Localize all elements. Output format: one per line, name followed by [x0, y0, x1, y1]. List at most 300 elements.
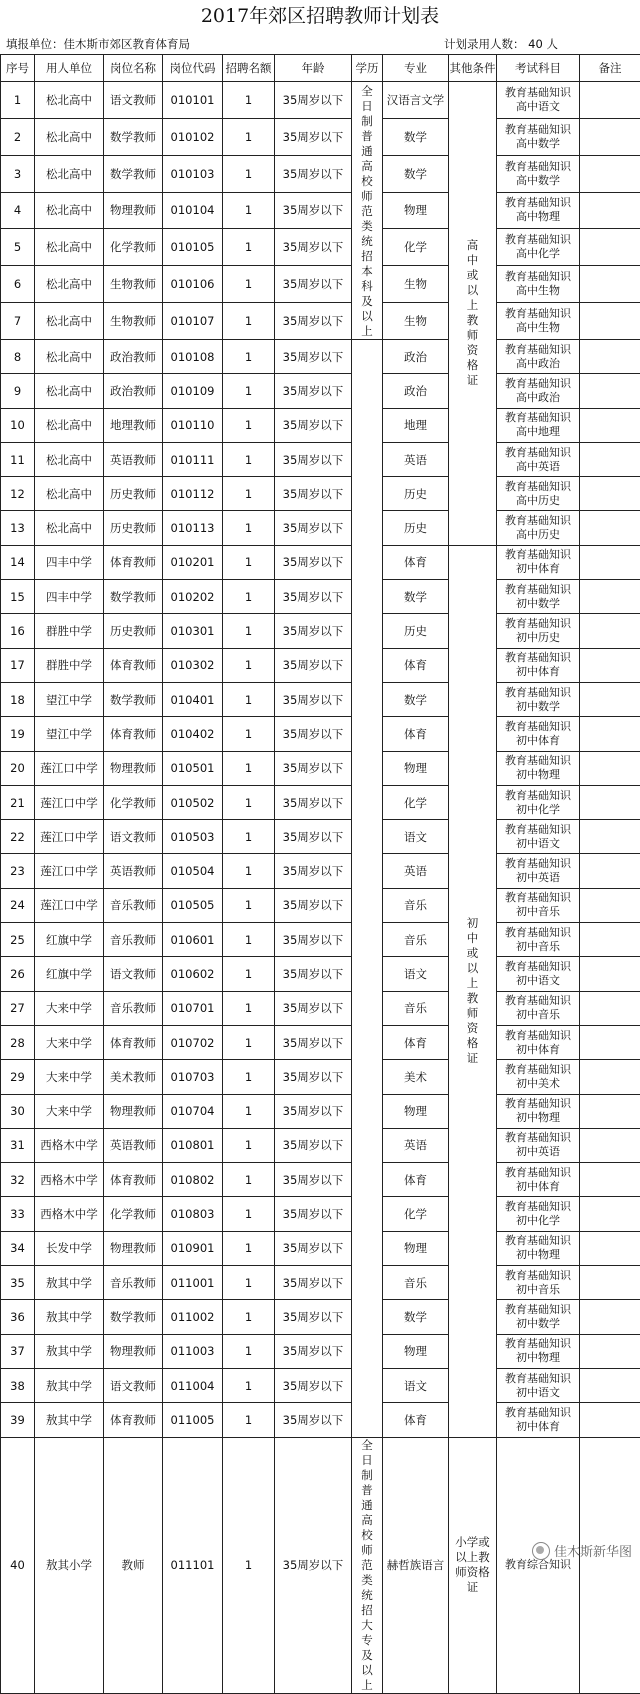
- post-name-cell: 教师: [104, 1437, 163, 1693]
- post-name-cell: 数学教师: [104, 155, 163, 192]
- exam-subject-cell: [497, 854, 580, 888]
- row-number: 3: [1, 155, 35, 192]
- exam-line-2: 初中音乐: [497, 1283, 579, 1297]
- condition-cell: [449, 1437, 497, 1693]
- table-row: [1, 580, 640, 614]
- exam-line-2: 初中历史: [497, 631, 579, 645]
- row-number: 20: [1, 751, 35, 785]
- exam-line-2: 高中政治: [497, 357, 579, 371]
- quota-cell: 1: [223, 266, 275, 303]
- quota-cell: 1: [223, 1437, 275, 1693]
- major-cell: 政治: [383, 374, 449, 408]
- quota-cell: 1: [223, 374, 275, 408]
- major-cell: 物理: [383, 192, 449, 229]
- table-row: [1, 888, 640, 922]
- exam-line-2: 高中数学: [497, 137, 579, 151]
- age-cell: 35周岁以下: [275, 1094, 352, 1128]
- employer-cell: 莲江口中学: [35, 854, 104, 888]
- exam-line-2: 初中物理: [497, 768, 579, 782]
- exam-line-1: 教育基础知识: [497, 1234, 579, 1248]
- exam-subject-cell: [497, 648, 580, 682]
- table-row: [1, 192, 640, 229]
- header-cell: 序号: [1, 55, 35, 82]
- major-cell: 数学: [383, 682, 449, 716]
- education-cell: [352, 1437, 383, 1693]
- major-cell: 数学: [383, 155, 449, 192]
- exam-subject-cell: [497, 923, 580, 957]
- quota-cell: 1: [223, 442, 275, 476]
- post-code-cell: 010302: [163, 648, 223, 682]
- age-cell: 35周岁以下: [275, 614, 352, 648]
- education-cell: [352, 340, 383, 1438]
- exam-subject-cell: [497, 1403, 580, 1437]
- employer-cell: 四丰中学: [35, 545, 104, 579]
- age-cell: 35周岁以下: [275, 155, 352, 192]
- exam-line-1: 教育基础知识: [497, 994, 579, 1008]
- exam-line-1: 教育基础知识: [497, 270, 579, 284]
- table-row: [1, 1403, 640, 1437]
- exam-line-1: 教育基础知识: [497, 548, 579, 562]
- table-row: [1, 1197, 640, 1231]
- exam-line-2: 初中英语: [497, 871, 579, 885]
- post-code-cell: 010704: [163, 1094, 223, 1128]
- exam-subject-cell: [497, 374, 580, 408]
- remarks-cell: [580, 374, 640, 408]
- table-row: [1, 155, 640, 192]
- row-number: 4: [1, 192, 35, 229]
- exam-subject-cell: [497, 785, 580, 819]
- post-name-cell: 英语教师: [104, 854, 163, 888]
- exam-line-1: 教育基础知识: [497, 160, 579, 174]
- post-name-cell: 数学教师: [104, 682, 163, 716]
- table-row: [1, 1060, 640, 1094]
- major-cell: 化学: [383, 1197, 449, 1231]
- remarks-cell: [580, 682, 640, 716]
- exam-line-1: 教育基础知识: [497, 86, 579, 100]
- exam-line-1: 教育基础知识: [497, 1406, 579, 1420]
- post-name-cell: 物理教师: [104, 1094, 163, 1128]
- exam-subject-cell: [497, 957, 580, 991]
- post-code-cell: 010504: [163, 854, 223, 888]
- remarks-cell: [580, 1231, 640, 1265]
- exam-line-2: 高中历史: [497, 528, 579, 542]
- post-code-cell: 010108: [163, 340, 223, 374]
- header-cell: 岗位代码: [163, 55, 223, 82]
- age-cell: 35周岁以下: [275, 785, 352, 819]
- quota-cell: 1: [223, 82, 275, 119]
- age-cell: 35周岁以下: [275, 1060, 352, 1094]
- table-row: [1, 545, 640, 579]
- quota-cell: 1: [223, 118, 275, 155]
- header-cell: 年龄: [275, 55, 352, 82]
- age-cell: 35周岁以下: [275, 408, 352, 442]
- quota-cell: 1: [223, 923, 275, 957]
- condition-text: 高中或以上教师资格证: [467, 238, 479, 388]
- row-number: 18: [1, 682, 35, 716]
- post-code-cell: 011001: [163, 1266, 223, 1300]
- exam-subject-cell: [497, 82, 580, 119]
- exam-line-1: 教育基础知识: [497, 233, 579, 247]
- exam-line-2: 初中数学: [497, 597, 579, 611]
- exam-subject-cell: [497, 1437, 580, 1693]
- post-name-cell: 语文教师: [104, 1368, 163, 1402]
- quota-cell: 1: [223, 229, 275, 266]
- age-cell: 35周岁以下: [275, 1334, 352, 1368]
- employer-cell: 松北高中: [35, 82, 104, 119]
- exam-line-1: 教育基础知识: [497, 823, 579, 837]
- quota-cell: 1: [223, 957, 275, 991]
- row-number: 26: [1, 957, 35, 991]
- post-name-cell: 体育教师: [104, 648, 163, 682]
- remarks-cell: [580, 888, 640, 922]
- reporting-unit: 填报单位：佳木斯市郊区教育体育局: [6, 36, 190, 52]
- table-row: [1, 854, 640, 888]
- age-cell: 35周岁以下: [275, 1437, 352, 1693]
- remarks-cell: [580, 580, 640, 614]
- exam-line-1: 教育基础知识: [497, 1200, 579, 1214]
- exam-line-1: 教育基础知识: [497, 789, 579, 803]
- table-row: [1, 442, 640, 476]
- employer-cell: 群胜中学: [35, 648, 104, 682]
- table-row: [1, 957, 640, 991]
- post-name-cell: 历史教师: [104, 511, 163, 545]
- age-cell: 35周岁以下: [275, 1231, 352, 1265]
- employer-cell: 莲江口中学: [35, 751, 104, 785]
- row-number: 19: [1, 717, 35, 751]
- post-name-cell: 物理教师: [104, 1231, 163, 1265]
- exam-subject-cell: [497, 192, 580, 229]
- post-code-cell: 010501: [163, 751, 223, 785]
- post-name-cell: 生物教师: [104, 266, 163, 303]
- remarks-cell: [580, 820, 640, 854]
- remarks-cell: [580, 751, 640, 785]
- table-row: [1, 648, 640, 682]
- age-cell: 35周岁以下: [275, 854, 352, 888]
- employer-cell: 松北高中: [35, 266, 104, 303]
- row-number: 34: [1, 1231, 35, 1265]
- major-cell: 体育: [383, 648, 449, 682]
- remarks-cell: [580, 614, 640, 648]
- major-cell: 美术: [383, 1060, 449, 1094]
- post-code-cell: 010803: [163, 1197, 223, 1231]
- exam-subject-cell: [497, 1197, 580, 1231]
- table-row: [1, 511, 640, 545]
- post-name-cell: 化学教师: [104, 1197, 163, 1231]
- exam-subject-cell: [497, 1300, 580, 1334]
- employer-cell: 望江中学: [35, 717, 104, 751]
- row-number: 8: [1, 340, 35, 374]
- exam-subject-cell: [497, 1094, 580, 1128]
- age-cell: 35周岁以下: [275, 340, 352, 374]
- remarks-cell: [580, 1403, 640, 1437]
- exam-line-2: 初中音乐: [497, 905, 579, 919]
- row-number: 33: [1, 1197, 35, 1231]
- major-cell: 音乐: [383, 888, 449, 922]
- exam-subject-cell: [497, 717, 580, 751]
- employer-cell: 大来中学: [35, 1094, 104, 1128]
- table-row: [1, 820, 640, 854]
- employer-cell: 敖其小学: [35, 1437, 104, 1693]
- age-cell: 35周岁以下: [275, 580, 352, 614]
- post-code-cell: 010201: [163, 545, 223, 579]
- education-cell: [352, 82, 383, 340]
- quota-cell: 1: [223, 477, 275, 511]
- exam-subject-cell: [497, 545, 580, 579]
- age-cell: 35周岁以下: [275, 82, 352, 119]
- exam-line-2: 初中音乐: [497, 940, 579, 954]
- exam-line-2: 初中语文: [497, 974, 579, 988]
- major-cell: 语文: [383, 957, 449, 991]
- remarks-cell: [580, 991, 640, 1025]
- remarks-cell: [580, 118, 640, 155]
- employer-cell: 西格木中学: [35, 1163, 104, 1197]
- remarks-cell: [580, 1060, 640, 1094]
- exam-line-2: 初中体育: [497, 1420, 579, 1434]
- major-cell: 音乐: [383, 1266, 449, 1300]
- employer-cell: 松北高中: [35, 192, 104, 229]
- remarks-cell: [580, 1334, 640, 1368]
- exam-line-1: 教育基础知识: [497, 891, 579, 905]
- exam-line-2: 初中数学: [497, 1317, 579, 1331]
- row-number: 36: [1, 1300, 35, 1334]
- table-row: [1, 1300, 640, 1334]
- exam-line-1: 教育基础知识: [497, 377, 579, 391]
- employer-cell: 敖其中学: [35, 1334, 104, 1368]
- exam-line-1: 教育基础知识: [497, 686, 579, 700]
- table-row: [1, 1266, 640, 1300]
- post-code-cell: 010502: [163, 785, 223, 819]
- age-cell: 35周岁以下: [275, 1025, 352, 1059]
- row-number: 25: [1, 923, 35, 957]
- remarks-cell: [580, 923, 640, 957]
- exam-line-1: 教育基础知识: [497, 480, 579, 494]
- employer-cell: 大来中学: [35, 1060, 104, 1094]
- table-row: [1, 991, 640, 1025]
- row-number: 21: [1, 785, 35, 819]
- employer-cell: 西格木中学: [35, 1128, 104, 1162]
- post-code-cell: 010505: [163, 888, 223, 922]
- quota-cell: 1: [223, 1094, 275, 1128]
- row-number: 13: [1, 511, 35, 545]
- post-name-cell: 地理教师: [104, 408, 163, 442]
- exam-subject-cell: [497, 1266, 580, 1300]
- post-code-cell: 010111: [163, 442, 223, 476]
- post-name-cell: 美术教师: [104, 1060, 163, 1094]
- remarks-cell: [580, 1025, 640, 1059]
- remarks-cell: [580, 1163, 640, 1197]
- employer-cell: 敖其中学: [35, 1368, 104, 1402]
- table-row: [1, 477, 640, 511]
- exam-line-2: 高中语文: [497, 100, 579, 114]
- quota-cell: 1: [223, 1025, 275, 1059]
- condition-text: 小学或以上教师资格证: [455, 1535, 491, 1595]
- exam-line-2: 初中语文: [497, 1386, 579, 1400]
- post-name-cell: 体育教师: [104, 545, 163, 579]
- quota-cell: 1: [223, 717, 275, 751]
- major-cell: 物理: [383, 1094, 449, 1128]
- table-row: [1, 374, 640, 408]
- header-cell: 学历: [352, 55, 383, 82]
- row-number: 15: [1, 580, 35, 614]
- table-row: [1, 682, 640, 716]
- age-cell: 35周岁以下: [275, 888, 352, 922]
- post-code-cell: 010101: [163, 82, 223, 119]
- table-row: [1, 1437, 640, 1693]
- row-number: 6: [1, 266, 35, 303]
- employer-cell: 松北高中: [35, 303, 104, 340]
- post-name-cell: 音乐教师: [104, 991, 163, 1025]
- employer-cell: 松北高中: [35, 442, 104, 476]
- row-number: 5: [1, 229, 35, 266]
- watermark: [532, 1541, 632, 1560]
- row-number: 22: [1, 820, 35, 854]
- exam-line-1: 教育基础知识: [497, 343, 579, 357]
- post-code-cell: 011101: [163, 1437, 223, 1693]
- table-row: [1, 340, 640, 374]
- watermark-text: 佳木斯新华图: [554, 1541, 632, 1560]
- post-code-cell: 010106: [163, 266, 223, 303]
- major-cell: 英语: [383, 1128, 449, 1162]
- table-row: [1, 717, 640, 751]
- exam-line-2: 高中数学: [497, 174, 579, 188]
- row-number: 23: [1, 854, 35, 888]
- age-cell: 35周岁以下: [275, 1403, 352, 1437]
- quota-cell: 1: [223, 1060, 275, 1094]
- post-code-cell: 010503: [163, 820, 223, 854]
- major-cell: 物理: [383, 1334, 449, 1368]
- employer-cell: 红旗中学: [35, 923, 104, 957]
- row-number: 2: [1, 118, 35, 155]
- post-code-cell: 010112: [163, 477, 223, 511]
- table-row: [1, 1128, 640, 1162]
- post-code-cell: 010703: [163, 1060, 223, 1094]
- age-cell: 35周岁以下: [275, 1300, 352, 1334]
- major-cell: 数学: [383, 580, 449, 614]
- exam-line-2: 初中体育: [497, 1180, 579, 1194]
- employer-cell: 群胜中学: [35, 614, 104, 648]
- post-code-cell: 010110: [163, 408, 223, 442]
- remarks-cell: [580, 785, 640, 819]
- exam-line-1: 教育基础知识: [497, 1097, 579, 1111]
- exam-subject-cell: [497, 1025, 580, 1059]
- header-cell: 其他条件: [449, 55, 497, 82]
- exam-line-2: 初中数学: [497, 700, 579, 714]
- post-name-cell: 化学教师: [104, 785, 163, 819]
- exam-line-2: 高中地理: [497, 425, 579, 439]
- quota-cell: 1: [223, 614, 275, 648]
- major-cell: 汉语言文学: [383, 82, 449, 119]
- exam-line-1: 教育基础知识: [497, 1063, 579, 1077]
- quota-cell: 1: [223, 854, 275, 888]
- post-code-cell: 010109: [163, 374, 223, 408]
- row-number: 40: [1, 1437, 35, 1693]
- exam-line-2: 高中生物: [497, 284, 579, 298]
- table-row: [1, 303, 640, 340]
- exam-line-2: 初中化学: [497, 803, 579, 817]
- major-cell: 地理: [383, 408, 449, 442]
- exam-line-1: 教育基础知识: [497, 1303, 579, 1317]
- planned-hires: 计划录用人数： 40 人: [444, 36, 558, 52]
- exam-line-1: 教育基础知识: [497, 1166, 579, 1180]
- exam-subject-cell: [497, 1231, 580, 1265]
- row-number: 38: [1, 1368, 35, 1402]
- quota-cell: 1: [223, 1266, 275, 1300]
- age-cell: 35周岁以下: [275, 957, 352, 991]
- major-cell: 生物: [383, 266, 449, 303]
- table-row: [1, 1368, 640, 1402]
- exam-subject-cell: [497, 888, 580, 922]
- age-cell: 35周岁以下: [275, 991, 352, 1025]
- education-text: 全日制普通高校师范类统招本科及以上: [361, 84, 373, 339]
- post-code-cell: 010104: [163, 192, 223, 229]
- exam-line-1: 教育基础知识: [497, 720, 579, 734]
- quota-cell: 1: [223, 751, 275, 785]
- exam-line-2: 初中体育: [497, 734, 579, 748]
- major-cell: 历史: [383, 477, 449, 511]
- age-cell: 35周岁以下: [275, 303, 352, 340]
- table-row: [1, 229, 640, 266]
- row-number: 12: [1, 477, 35, 511]
- post-name-cell: 体育教师: [104, 717, 163, 751]
- quota-cell: 1: [223, 511, 275, 545]
- major-cell: 音乐: [383, 991, 449, 1025]
- post-name-cell: 英语教师: [104, 1128, 163, 1162]
- major-cell: 体育: [383, 717, 449, 751]
- exam-line-2: 高中生物: [497, 321, 579, 335]
- major-cell: 语文: [383, 820, 449, 854]
- employer-cell: 松北高中: [35, 155, 104, 192]
- recruitment-table: [0, 54, 640, 1694]
- exam-line-2: 高中政治: [497, 391, 579, 405]
- row-number: 27: [1, 991, 35, 1025]
- exam-line-2: 高中英语: [497, 460, 579, 474]
- quota-cell: 1: [223, 408, 275, 442]
- exam-subject-cell: [497, 580, 580, 614]
- remarks-cell: [580, 1300, 640, 1334]
- remarks-cell: [580, 266, 640, 303]
- post-name-cell: 历史教师: [104, 614, 163, 648]
- row-number: 35: [1, 1266, 35, 1300]
- exam-line-1: 教育基础知识: [497, 411, 579, 425]
- post-name-cell: 物理教师: [104, 751, 163, 785]
- post-code-cell: 011004: [163, 1368, 223, 1402]
- exam-line-2: 初中物理: [497, 1111, 579, 1125]
- exam-subject-cell: [497, 229, 580, 266]
- major-cell: 物理: [383, 751, 449, 785]
- post-name-cell: 生物教师: [104, 303, 163, 340]
- exam-line-2: 初中物理: [497, 1248, 579, 1262]
- exam-line-1: 教育基础知识: [497, 1029, 579, 1043]
- exam-subject-cell: [497, 991, 580, 1025]
- age-cell: 35周岁以下: [275, 442, 352, 476]
- header-cell: 岗位名称: [104, 55, 163, 82]
- exam-line-1: 教育基础知识: [497, 1337, 579, 1351]
- employer-cell: 大来中学: [35, 1025, 104, 1059]
- exam-line-1: 教育基础知识: [497, 1269, 579, 1283]
- age-cell: 35周岁以下: [275, 266, 352, 303]
- row-number: 7: [1, 303, 35, 340]
- major-cell: 化学: [383, 229, 449, 266]
- page-title: 2017年郊区招聘教师计划表: [0, 0, 640, 30]
- post-code-cell: 010202: [163, 580, 223, 614]
- post-code-cell: 011003: [163, 1334, 223, 1368]
- exam-subject-cell: [497, 118, 580, 155]
- major-cell: 英语: [383, 854, 449, 888]
- age-cell: 35周岁以下: [275, 1163, 352, 1197]
- post-code-cell: 010701: [163, 991, 223, 1025]
- remarks-cell: [580, 340, 640, 374]
- header-cell: 专业: [383, 55, 449, 82]
